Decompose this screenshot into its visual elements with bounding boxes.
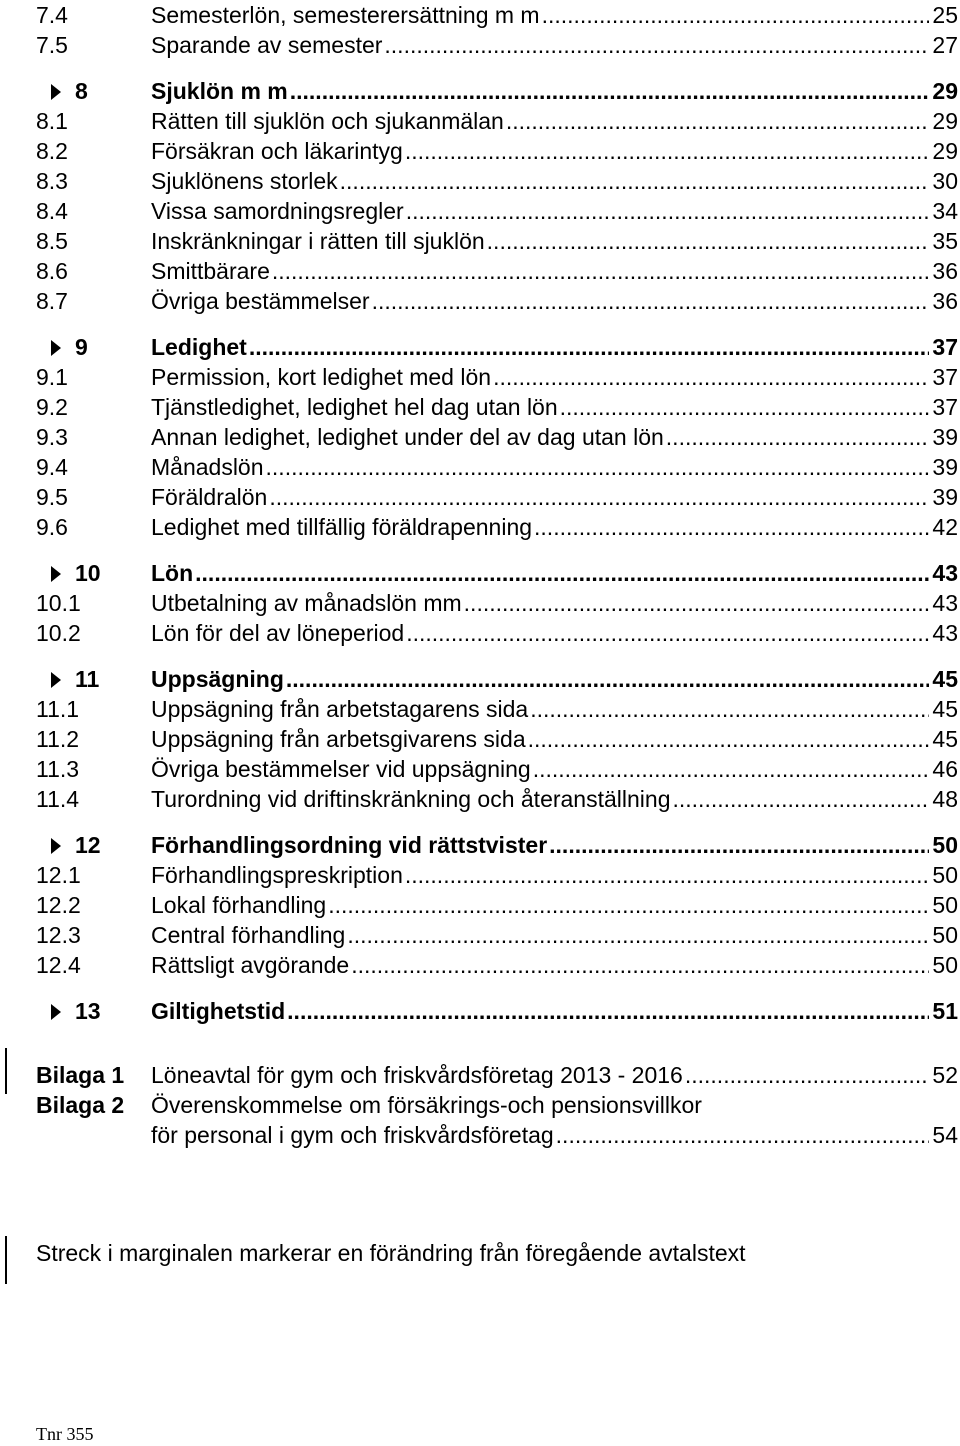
toc-entry[interactable] bbox=[36, 422, 958, 452]
dot-leader bbox=[534, 512, 929, 542]
toc-entry-page: 30 bbox=[929, 166, 958, 196]
toc-entry-title: Sparande av semester bbox=[151, 32, 383, 58]
toc-entry-title: Rättsligt avgörande bbox=[151, 952, 350, 978]
chapter-arrow-icon bbox=[51, 1004, 61, 1020]
toc-entry-title: Tjänstledighet, ledighet hel dag utan lön bbox=[151, 394, 558, 420]
chapter-number: 11 bbox=[75, 666, 100, 692]
toc-entry-number: 11.4 bbox=[36, 786, 80, 812]
dot-leader bbox=[560, 392, 930, 422]
dot-leader bbox=[685, 1060, 930, 1090]
chapter-number: 9 bbox=[75, 334, 88, 360]
toc-entry-page: 50 bbox=[929, 830, 958, 860]
toc-entry-number: 9.1 bbox=[36, 364, 68, 390]
dot-leader bbox=[195, 558, 929, 588]
dot-leader bbox=[290, 76, 930, 106]
chapter-arrow-icon bbox=[51, 340, 61, 356]
dot-leader bbox=[506, 106, 930, 136]
toc-entry-title: Uppsägning från arbetstagarens sida bbox=[151, 696, 529, 722]
toc-entry-page: 37 bbox=[929, 392, 958, 422]
toc-entry-number: 12.4 bbox=[36, 952, 81, 978]
dot-leader bbox=[493, 362, 929, 392]
toc-entry-number: 12.1 bbox=[36, 862, 81, 888]
dot-leader bbox=[340, 166, 930, 196]
toc-entry-number: 11.2 bbox=[36, 726, 80, 752]
toc-entry[interactable] bbox=[36, 724, 958, 754]
toc-entry-title: Rätten till sjuklön och sjukanmälan bbox=[151, 108, 504, 134]
toc-entry-number: 10.1 bbox=[36, 590, 81, 616]
toc-entry-page: 29 bbox=[929, 106, 958, 136]
toc-entry-title: Sjuklön m m bbox=[151, 78, 288, 104]
dot-leader bbox=[464, 588, 930, 618]
toc-entry-title: Lön bbox=[151, 560, 194, 586]
toc-entry-page: 43 bbox=[929, 588, 958, 618]
toc-entry-title: Vissa samordningsregler bbox=[151, 198, 404, 224]
dot-leader bbox=[406, 196, 930, 226]
toc-entry-title: Föräldralön bbox=[151, 484, 268, 510]
toc-entry[interactable] bbox=[36, 226, 958, 256]
toc-entry-bilaga-2-cont[interactable] bbox=[36, 1120, 958, 1150]
toc-entry-number: 11.3 bbox=[36, 756, 80, 782]
toc-entry-number: 9.5 bbox=[36, 484, 68, 510]
toc-entry-page: 54 bbox=[929, 1120, 958, 1150]
toc-entry-number: 9.3 bbox=[36, 424, 68, 450]
dot-leader bbox=[528, 724, 930, 754]
toc-entry-page: 43 bbox=[929, 618, 958, 648]
toc-entry-number: 8.7 bbox=[36, 288, 68, 314]
toc-entry-number: Bilaga 1 bbox=[36, 1062, 125, 1088]
toc-entry-title: Semesterlön, semesterersättning m m bbox=[151, 2, 540, 28]
toc-entry-page: 39 bbox=[929, 422, 958, 452]
chapter-arrow-icon bbox=[51, 672, 61, 688]
toc-entry-page: 45 bbox=[929, 664, 958, 694]
toc-entry[interactable] bbox=[36, 618, 958, 648]
toc-entry-number: 8.4 bbox=[36, 198, 68, 224]
toc-entry-title: Övriga bestämmelser vid uppsägning bbox=[151, 756, 531, 782]
toc-entry-page: 50 bbox=[929, 920, 958, 950]
toc-entry-page: 39 bbox=[929, 482, 958, 512]
toc-entry-number: 9.6 bbox=[36, 514, 68, 540]
dot-leader bbox=[384, 30, 929, 60]
toc-entry-page: 39 bbox=[929, 452, 958, 482]
toc-entry-page: 50 bbox=[929, 890, 958, 920]
toc-entry-page: 29 bbox=[929, 136, 958, 166]
toc-entry-title: Lokal förhandling bbox=[151, 892, 327, 918]
toc-entry-title: Försäkran och läkarintyg bbox=[151, 138, 403, 164]
dot-leader bbox=[272, 256, 930, 286]
toc-entry-number bbox=[51, 664, 99, 694]
toc-entry-title: Uppsägning från arbetsgivarens sida bbox=[151, 726, 526, 752]
toc-entry-page: 27 bbox=[929, 30, 958, 60]
toc-entry-title: Permission, kort ledighet med lön bbox=[151, 364, 492, 390]
toc-entry-page: 51 bbox=[929, 996, 958, 1026]
toc-entry[interactable] bbox=[36, 392, 958, 422]
toc-entry-title: Förhandlingspreskription bbox=[151, 862, 403, 888]
toc-entry-page: 29 bbox=[929, 76, 958, 106]
dot-leader bbox=[673, 784, 930, 814]
toc-entry[interactable] bbox=[36, 286, 958, 316]
toc-entry-page: 50 bbox=[929, 950, 958, 980]
toc-entry-number: 11.1 bbox=[36, 696, 80, 722]
toc-chapter[interactable] bbox=[36, 76, 958, 106]
toc-entry-page: 25 bbox=[929, 0, 958, 30]
toc-entry-title: Förhandlingsordning vid rättstvister bbox=[151, 832, 548, 858]
toc-entry-number bbox=[51, 76, 88, 106]
toc-entry-number bbox=[51, 830, 101, 860]
toc-entry[interactable] bbox=[36, 452, 958, 482]
toc-entry-title-line1: Överenskommelse om försäkrings-och pensionsvillkor bbox=[151, 1092, 702, 1118]
chapter-number: 13 bbox=[75, 998, 101, 1024]
toc-entry-number: 12.2 bbox=[36, 892, 81, 918]
toc-chapter[interactable] bbox=[36, 996, 958, 1026]
toc-entry[interactable] bbox=[36, 784, 958, 814]
dot-leader bbox=[487, 226, 930, 256]
dot-leader bbox=[266, 452, 930, 482]
toc-entry-number: 8.2 bbox=[36, 138, 68, 164]
toc-entry[interactable] bbox=[36, 860, 958, 890]
toc-entry[interactable] bbox=[36, 588, 958, 618]
toc-entry-page: 37 bbox=[929, 332, 958, 362]
toc-entry-title: Uppsägning bbox=[151, 666, 284, 692]
toc-entry-title: Löneavtal för gym och friskvårdsföretag 2013 - 2016 bbox=[151, 1062, 683, 1088]
dot-leader bbox=[372, 286, 930, 316]
toc-entry-page: 45 bbox=[929, 694, 958, 724]
dot-leader bbox=[249, 332, 930, 362]
toc-entry-number: 9.2 bbox=[36, 394, 68, 420]
toc-entry-page: 43 bbox=[929, 558, 958, 588]
toc-entry-title: Smittbärare bbox=[151, 258, 270, 284]
toc-entry-number: 9.4 bbox=[36, 454, 68, 480]
toc-entry-bilaga-2[interactable] bbox=[36, 1090, 958, 1120]
dot-leader bbox=[328, 890, 929, 920]
dot-leader bbox=[269, 482, 929, 512]
dot-leader bbox=[286, 664, 930, 694]
toc-entry-number: 8.6 bbox=[36, 258, 68, 284]
toc-entry-title: Turordning vid driftinskränkning och återanställning bbox=[151, 786, 671, 812]
toc-chapter[interactable] bbox=[36, 332, 958, 362]
dot-leader bbox=[405, 860, 930, 890]
toc-entry-number: 8.3 bbox=[36, 168, 68, 194]
toc-entry-title: Övriga bestämmelser bbox=[151, 288, 370, 314]
dot-leader bbox=[406, 618, 929, 648]
toc-entry-number: 7.5 bbox=[36, 32, 68, 58]
toc-entry-number bbox=[51, 332, 88, 362]
toc-entry-number: Bilaga 2 bbox=[36, 1092, 125, 1118]
dot-leader bbox=[666, 422, 930, 452]
page-footer: Tnr 355 bbox=[36, 1424, 94, 1444]
toc-entry[interactable] bbox=[36, 0, 958, 30]
chapter-number: 8 bbox=[75, 78, 88, 104]
toc-entry-title: Utbetalning av månadslön mm bbox=[151, 590, 462, 616]
toc-entry[interactable] bbox=[36, 482, 958, 512]
toc-chapter[interactable] bbox=[36, 664, 958, 694]
toc-entry[interactable] bbox=[36, 256, 958, 286]
toc-entry-page: 52 bbox=[929, 1060, 958, 1090]
toc-entry-title: Ledighet bbox=[151, 334, 247, 360]
dot-leader bbox=[542, 0, 930, 30]
toc-entry-page: 46 bbox=[929, 754, 958, 784]
toc-entry[interactable] bbox=[36, 166, 958, 196]
toc-entry[interactable] bbox=[36, 890, 958, 920]
toc-entry[interactable] bbox=[36, 196, 958, 226]
toc-entry[interactable] bbox=[36, 512, 958, 542]
toc-entry-page: 34 bbox=[929, 196, 958, 226]
chapter-arrow-icon bbox=[51, 838, 61, 854]
chapter-arrow-icon bbox=[51, 566, 61, 582]
toc-entry-title: Månadslön bbox=[151, 454, 264, 480]
toc-entry-number: 8.1 bbox=[36, 108, 68, 134]
toc-entry-bilaga-1[interactable] bbox=[36, 1060, 958, 1090]
dot-leader bbox=[347, 920, 929, 950]
toc-entry-number: 8.5 bbox=[36, 228, 68, 254]
dot-leader bbox=[533, 754, 930, 784]
toc-entry-page: 45 bbox=[929, 724, 958, 754]
toc-entry-page: 42 bbox=[929, 512, 958, 542]
toc-entry-title: Annan ledighet, ledighet under del av dag utan lön bbox=[151, 424, 664, 450]
toc-entry-page: 50 bbox=[929, 860, 958, 890]
toc-entry-title: Sjuklönens storlek bbox=[151, 168, 338, 194]
dot-leader bbox=[287, 996, 929, 1026]
toc-entry[interactable] bbox=[36, 754, 958, 784]
toc-entry[interactable] bbox=[36, 106, 958, 136]
toc-entry[interactable] bbox=[36, 362, 958, 392]
toc-entry-number: 12.3 bbox=[36, 922, 81, 948]
chapter-arrow-icon bbox=[51, 84, 61, 100]
toc-entry-title: Giltighetstid bbox=[151, 998, 286, 1024]
toc-entry-title-line2: för personal i gym och friskvårdsföretag bbox=[151, 1122, 554, 1148]
toc-entry-title: Lön för del av löneperiod bbox=[151, 620, 405, 646]
toc-entry-page: 37 bbox=[929, 362, 958, 392]
toc-entry-number: 7.4 bbox=[36, 2, 68, 28]
change-marker-bar bbox=[5, 1048, 7, 1094]
dot-leader bbox=[351, 950, 929, 980]
dot-leader bbox=[530, 694, 929, 724]
toc-entry-page: 36 bbox=[929, 286, 958, 316]
dot-leader bbox=[549, 830, 929, 860]
toc-entry-page: 35 bbox=[929, 226, 958, 256]
change-marker-bar bbox=[5, 1236, 7, 1284]
toc-entry-title: Ledighet med tillfällig föräldrapenning bbox=[151, 514, 533, 540]
dot-leader bbox=[556, 1120, 930, 1150]
toc-entry[interactable] bbox=[36, 950, 958, 980]
toc-entry-number: 10.2 bbox=[36, 620, 81, 646]
toc-entry-number bbox=[51, 996, 101, 1026]
toc-entry-page: 48 bbox=[929, 784, 958, 814]
toc-entry-number bbox=[51, 558, 101, 588]
toc-entry[interactable] bbox=[36, 694, 958, 724]
chapter-number: 12 bbox=[75, 832, 101, 858]
dot-leader bbox=[405, 136, 930, 166]
toc-chapter[interactable] bbox=[36, 558, 958, 588]
toc-chapter[interactable] bbox=[36, 830, 958, 860]
toc-entry[interactable] bbox=[36, 30, 958, 60]
toc-entry[interactable] bbox=[36, 136, 958, 166]
toc-entry-title: Central förhandling bbox=[151, 922, 346, 948]
toc-entry-page: 36 bbox=[929, 256, 958, 286]
change-marker-note: Streck i marginalen markerar en förändring från föregående avtalstext bbox=[36, 1240, 746, 1266]
toc-entry[interactable] bbox=[36, 920, 958, 950]
chapter-number: 10 bbox=[75, 560, 101, 586]
toc-entry-title: Inskränkningar i rätten till sjuklön bbox=[151, 228, 485, 254]
